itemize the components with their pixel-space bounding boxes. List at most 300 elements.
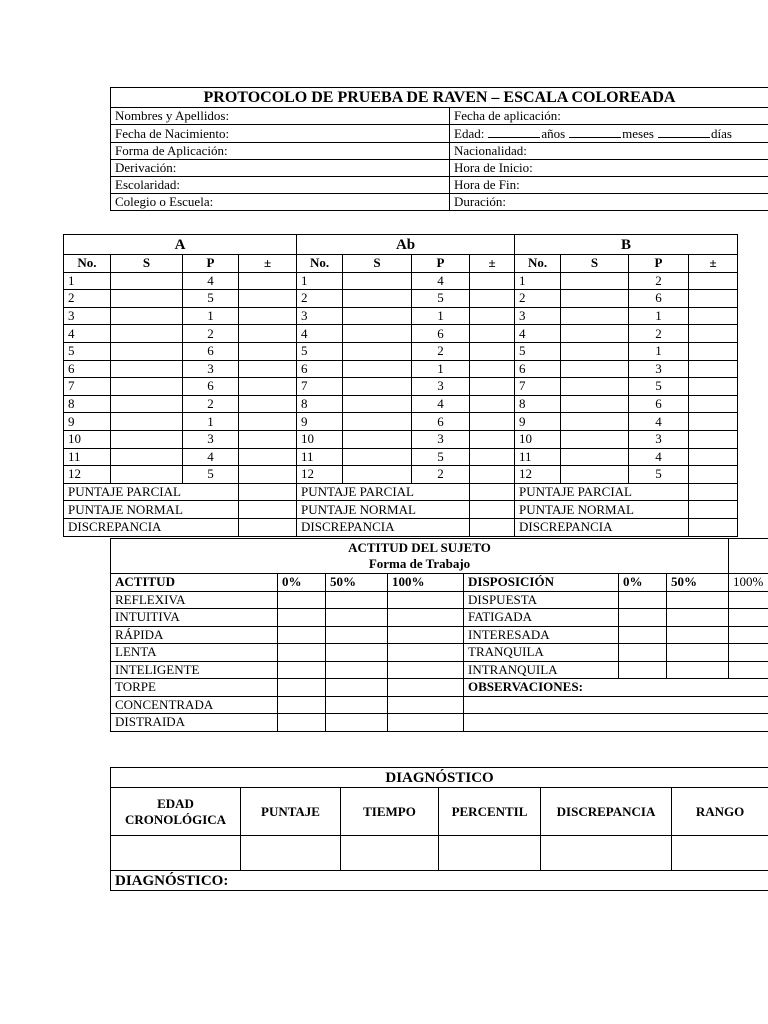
item-number: 2	[64, 290, 111, 308]
mark-cell[interactable]	[470, 466, 515, 484]
answer-cell[interactable]	[111, 307, 183, 325]
expected-answer: 4	[412, 272, 470, 290]
actitud-check-cell[interactable]	[388, 591, 464, 609]
expected-answer: 2	[412, 466, 470, 484]
diagnosis-column-header: RANGO	[672, 788, 768, 836]
answer-cell[interactable]	[343, 448, 412, 466]
percent-header: 100%	[388, 574, 464, 592]
expected-answer: 1	[412, 307, 470, 325]
answer-cell[interactable]	[343, 360, 412, 378]
info-field-label[interactable]: Forma de Aplicación:	[111, 143, 450, 160]
diagnosis-title-row	[111, 768, 768, 788]
expected-answer: 5	[183, 466, 239, 484]
answer-cell[interactable]	[561, 290, 629, 308]
mark-cell[interactable]	[470, 342, 515, 360]
item-number: 3	[64, 307, 111, 325]
column-header: ±	[689, 255, 738, 273]
diagnosis-column-header: TIEMPO	[341, 788, 439, 836]
info-field-label[interactable]: Colegio o Escuela:	[111, 194, 450, 211]
item-number: 4	[515, 325, 561, 343]
item-number: 11	[64, 448, 111, 466]
actitud-label: LENTA	[111, 644, 278, 662]
expected-answer: 2	[412, 342, 470, 360]
observaciones-line[interactable]	[464, 696, 768, 714]
diagnosis-table	[110, 767, 768, 891]
item-number: 10	[297, 430, 343, 448]
item-number: 8	[297, 395, 343, 413]
mark-cell[interactable]	[470, 307, 515, 325]
table-row	[64, 466, 738, 484]
info-field-label[interactable]: Nacionalidad:	[450, 143, 768, 160]
item-number: 5	[515, 342, 561, 360]
item-number: 12	[515, 466, 561, 484]
actitud-check-cell[interactable]	[388, 696, 464, 714]
summary-label: PUNTAJE PARCIAL	[64, 483, 239, 501]
column-header: P	[183, 255, 239, 273]
actitud-check-cell[interactable]	[326, 609, 388, 627]
summary-label: DISCREPANCIA	[297, 518, 470, 536]
observaciones-line[interactable]	[464, 714, 768, 732]
diagnosis-title: DIAGNÓSTICO	[111, 768, 768, 788]
actitud-check-cell[interactable]	[278, 696, 326, 714]
actitud-check-cell[interactable]	[278, 679, 326, 697]
expected-answer: 2	[629, 325, 689, 343]
answer-cell[interactable]	[111, 395, 183, 413]
actitud-check-cell[interactable]	[278, 661, 326, 679]
expected-answer: 1	[629, 342, 689, 360]
diagnosis-footer-label[interactable]: DIAGNÓSTICO:	[111, 871, 768, 891]
expected-answer: 3	[629, 430, 689, 448]
mark-cell[interactable]	[239, 360, 297, 378]
expected-answer: 6	[183, 378, 239, 396]
actitud-check-cell[interactable]	[278, 644, 326, 662]
expected-answer: 5	[412, 448, 470, 466]
expected-answer: 3	[412, 430, 470, 448]
summary-label: PUNTAJE NORMAL	[515, 501, 689, 519]
actitud-label: REFLEXIVA	[111, 591, 278, 609]
expected-answer: 1	[629, 307, 689, 325]
percent-header: 50%	[326, 574, 388, 592]
percent-header: 100%	[729, 574, 768, 592]
answer-cell[interactable]	[561, 413, 629, 431]
diagnosis-value-cell[interactable]	[541, 836, 672, 871]
diagnosis-column-header: DISCREPANCIA	[541, 788, 672, 836]
answer-cell[interactable]	[343, 342, 412, 360]
actitud-check-cell[interactable]	[278, 609, 326, 627]
disposicion-check-cell[interactable]	[729, 644, 768, 662]
item-number: 2	[515, 290, 561, 308]
mark-cell[interactable]	[239, 325, 297, 343]
expected-answer: 5	[183, 290, 239, 308]
answer-cell[interactable]	[343, 307, 412, 325]
actitud-check-cell[interactable]	[326, 626, 388, 644]
actitud-check-cell[interactable]	[388, 714, 464, 732]
table-row	[64, 395, 738, 413]
answer-cell[interactable]	[111, 413, 183, 431]
item-number: 4	[64, 325, 111, 343]
expected-answer: 3	[412, 378, 470, 396]
attitude-title-cell	[111, 539, 729, 574]
info-row	[111, 143, 768, 160]
attitude-row	[111, 609, 768, 627]
table-row	[64, 290, 738, 308]
diagnosis-footer-row	[111, 871, 768, 891]
summary-value-cell[interactable]	[689, 518, 738, 536]
actitud-check-cell[interactable]	[278, 626, 326, 644]
mark-cell[interactable]	[470, 430, 515, 448]
info-row	[111, 177, 768, 194]
summary-value-cell[interactable]	[470, 483, 515, 501]
actitud-label: INTELIGENTE	[111, 661, 278, 679]
info-field-label[interactable]: Fecha de aplicación:	[450, 108, 768, 125]
disposicion-label: FATIGADA	[464, 609, 619, 627]
expected-answer: 4	[412, 395, 470, 413]
mark-cell[interactable]	[689, 378, 738, 396]
column-header: S	[343, 255, 412, 273]
actitud-label: RÁPIDA	[111, 626, 278, 644]
answer-cell[interactable]	[343, 395, 412, 413]
answer-cell[interactable]	[561, 342, 629, 360]
diagnosis-value-row	[111, 836, 768, 871]
mark-cell[interactable]	[470, 395, 515, 413]
summary-label: DISCREPANCIA	[515, 518, 689, 536]
mark-cell[interactable]	[239, 413, 297, 431]
table-row	[64, 272, 738, 290]
item-number: 4	[297, 325, 343, 343]
column-header-row	[64, 255, 738, 273]
disposicion-label: DISPUESTA	[464, 591, 619, 609]
expected-answer: 6	[412, 325, 470, 343]
observaciones-label: OBSERVACIONES:	[464, 679, 768, 697]
attitude-row	[111, 626, 768, 644]
summary-label: PUNTAJE NORMAL	[64, 501, 239, 519]
answer-cell[interactable]	[111, 448, 183, 466]
disposicion-check-cell[interactable]	[667, 644, 729, 662]
percent-header: 0%	[619, 574, 667, 592]
patient-info-table	[110, 87, 768, 211]
disposicion-check-cell[interactable]	[619, 591, 667, 609]
item-number: 9	[64, 413, 111, 431]
mark-cell[interactable]	[470, 378, 515, 396]
answer-cell[interactable]	[561, 448, 629, 466]
section-title-ab: Ab	[297, 235, 515, 255]
item-number: 11	[515, 448, 561, 466]
attitude-title-blank	[729, 539, 768, 574]
summary-value-cell[interactable]	[239, 483, 297, 501]
item-number: 11	[297, 448, 343, 466]
info-field-label[interactable]: Fecha de Nacimiento:	[111, 125, 450, 143]
summary-value-cell[interactable]	[470, 518, 515, 536]
disposicion-label: TRANQUILA	[464, 644, 619, 662]
expected-answer: 1	[412, 360, 470, 378]
item-number: 6	[297, 360, 343, 378]
diagnosis-value-cell[interactable]	[241, 836, 341, 871]
mark-cell[interactable]	[239, 307, 297, 325]
item-number: 9	[297, 413, 343, 431]
attitude-table	[110, 538, 768, 732]
mark-cell[interactable]	[689, 466, 738, 484]
answer-cell[interactable]	[111, 360, 183, 378]
info-row	[111, 125, 768, 143]
answer-cell[interactable]	[343, 290, 412, 308]
expected-answer: 6	[183, 342, 239, 360]
expected-answer: 3	[629, 360, 689, 378]
disposicion-check-cell[interactable]	[729, 661, 768, 679]
form-title: PROTOCOLO DE PRUEBA DE RAVEN – ESCALA COLOREADA	[111, 88, 768, 108]
attitude-title: ACTITUD DEL SUJETO	[348, 540, 491, 555]
info-field-label[interactable]: Duración:	[450, 194, 768, 211]
mark-cell[interactable]	[689, 307, 738, 325]
mark-cell[interactable]	[470, 413, 515, 431]
mark-cell[interactable]	[470, 360, 515, 378]
attitude-row	[111, 644, 768, 662]
edad-dias-label: días	[710, 126, 732, 141]
disposicion-header: DISPOSICIÓN	[464, 574, 619, 592]
mark-cell[interactable]	[470, 272, 515, 290]
item-number: 7	[297, 378, 343, 396]
item-number: 6	[515, 360, 561, 378]
table-row	[64, 360, 738, 378]
item-number: 3	[515, 307, 561, 325]
disposicion-check-cell[interactable]	[729, 591, 768, 609]
disposicion-label: INTRANQUILA	[464, 661, 619, 679]
edad-field[interactable]	[450, 125, 768, 143]
info-row	[111, 194, 768, 211]
answer-cell[interactable]	[111, 342, 183, 360]
section-header-row	[64, 235, 738, 255]
answer-cell[interactable]	[343, 430, 412, 448]
actitud-check-cell[interactable]	[278, 714, 326, 732]
item-number: 12	[297, 466, 343, 484]
disposicion-check-cell[interactable]	[619, 644, 667, 662]
info-field-label[interactable]: Nombres y Apellidos:	[111, 108, 450, 125]
summary-row	[64, 483, 738, 501]
actitud-check-cell[interactable]	[388, 644, 464, 662]
mark-cell[interactable]	[689, 272, 738, 290]
column-header: ±	[239, 255, 297, 273]
answer-cell[interactable]	[111, 430, 183, 448]
mark-cell[interactable]	[239, 395, 297, 413]
answer-cell[interactable]	[561, 325, 629, 343]
item-number: 7	[64, 378, 111, 396]
item-number: 12	[64, 466, 111, 484]
answer-cell[interactable]	[561, 360, 629, 378]
diagnosis-value-cell[interactable]	[672, 836, 768, 871]
actitud-check-cell[interactable]	[388, 661, 464, 679]
answer-cell[interactable]	[111, 290, 183, 308]
item-number: 6	[64, 360, 111, 378]
actitud-check-cell[interactable]	[326, 679, 388, 697]
answer-cell[interactable]	[343, 272, 412, 290]
summary-value-cell[interactable]	[470, 501, 515, 519]
actitud-check-cell[interactable]	[388, 609, 464, 627]
answer-cell[interactable]	[343, 378, 412, 396]
mark-cell[interactable]	[689, 413, 738, 431]
info-field-label[interactable]: Hora de Inicio:	[450, 160, 768, 177]
disposicion-check-cell[interactable]	[729, 609, 768, 627]
mark-cell[interactable]	[689, 448, 738, 466]
attitude-header-row	[111, 574, 768, 592]
actitud-check-cell[interactable]	[326, 644, 388, 662]
diagnosis-value-cell[interactable]	[439, 836, 541, 871]
column-header: ±	[470, 255, 515, 273]
mark-cell[interactable]	[470, 448, 515, 466]
edad-meses-label: meses	[622, 126, 654, 141]
mark-cell[interactable]	[239, 466, 297, 484]
answer-cell[interactable]	[561, 307, 629, 325]
disposicion-check-cell[interactable]	[729, 626, 768, 644]
mark-cell[interactable]	[239, 342, 297, 360]
expected-answer: 4	[183, 272, 239, 290]
table-row	[64, 413, 738, 431]
info-field-label[interactable]: Derivación:	[111, 160, 450, 177]
disposicion-check-cell[interactable]	[619, 609, 667, 627]
edad-anos-label: años	[541, 126, 566, 141]
mark-cell[interactable]	[470, 290, 515, 308]
attitude-subtitle: Forma de Trabajo	[368, 556, 471, 571]
answer-cell[interactable]	[561, 395, 629, 413]
answer-cell[interactable]	[561, 378, 629, 396]
item-number: 10	[515, 430, 561, 448]
edad-days-blank[interactable]	[658, 125, 710, 138]
percent-header: 0%	[278, 574, 326, 592]
actitud-check-cell[interactable]	[326, 714, 388, 732]
edad-months-blank[interactable]	[569, 125, 621, 138]
table-row	[64, 307, 738, 325]
item-number: 1	[515, 272, 561, 290]
expected-answer: 2	[183, 325, 239, 343]
column-header: No.	[515, 255, 561, 273]
expected-answer: 4	[183, 448, 239, 466]
summary-label: DISCREPANCIA	[64, 518, 239, 536]
diagnosis-column-header: PUNTAJE	[241, 788, 341, 836]
scores-table	[63, 234, 738, 537]
answer-cell[interactable]	[561, 466, 629, 484]
mark-cell[interactable]	[689, 290, 738, 308]
summary-value-cell[interactable]	[689, 483, 738, 501]
disposicion-check-cell[interactable]	[667, 626, 729, 644]
mark-cell[interactable]	[689, 342, 738, 360]
expected-answer: 4	[629, 413, 689, 431]
summary-value-cell[interactable]	[689, 501, 738, 519]
item-number: 10	[64, 430, 111, 448]
diagnosis-column-header: PERCENTIL	[439, 788, 541, 836]
mark-cell[interactable]	[689, 395, 738, 413]
expected-answer: 2	[629, 272, 689, 290]
diagnosis-column-header: EDAD CRONOLÓGICA	[111, 788, 241, 836]
table-row	[64, 325, 738, 343]
column-header: P	[412, 255, 470, 273]
column-header: No.	[297, 255, 343, 273]
mark-cell[interactable]	[689, 325, 738, 343]
item-number: 7	[515, 378, 561, 396]
actitud-check-cell[interactable]	[278, 591, 326, 609]
answer-cell[interactable]	[111, 272, 183, 290]
expected-answer: 4	[629, 448, 689, 466]
percent-header: 50%	[667, 574, 729, 592]
diagnosis-value-cell[interactable]	[111, 836, 241, 871]
info-field-label[interactable]: Escolaridad:	[111, 177, 450, 194]
expected-answer: 2	[183, 395, 239, 413]
column-header: S	[111, 255, 183, 273]
mark-cell[interactable]	[689, 430, 738, 448]
expected-answer: 5	[629, 378, 689, 396]
summary-value-cell[interactable]	[239, 501, 297, 519]
item-number: 3	[297, 307, 343, 325]
info-row	[111, 108, 768, 125]
mark-cell[interactable]	[239, 272, 297, 290]
mark-cell[interactable]	[470, 325, 515, 343]
mark-cell[interactable]	[689, 360, 738, 378]
expected-answer: 3	[183, 360, 239, 378]
expected-answer: 6	[629, 290, 689, 308]
summary-value-cell[interactable]	[239, 518, 297, 536]
mark-cell[interactable]	[239, 430, 297, 448]
disposicion-check-cell[interactable]	[619, 661, 667, 679]
actitud-label: TORPE	[111, 679, 278, 697]
disposicion-check-cell[interactable]	[667, 661, 729, 679]
expected-answer: 6	[412, 413, 470, 431]
expected-answer: 1	[183, 307, 239, 325]
table-row	[64, 378, 738, 396]
mark-cell[interactable]	[239, 290, 297, 308]
answer-cell[interactable]	[111, 466, 183, 484]
answer-cell[interactable]	[561, 430, 629, 448]
info-row	[111, 160, 768, 177]
attitude-row	[111, 661, 768, 679]
actitud-check-cell[interactable]	[326, 661, 388, 679]
answer-cell[interactable]	[343, 325, 412, 343]
column-header: S	[561, 255, 629, 273]
mark-cell[interactable]	[239, 378, 297, 396]
item-number: 8	[64, 395, 111, 413]
mark-cell[interactable]	[239, 448, 297, 466]
actitud-check-cell[interactable]	[388, 679, 464, 697]
item-number: 1	[297, 272, 343, 290]
answer-cell[interactable]	[111, 325, 183, 343]
actitud-check-cell[interactable]	[326, 696, 388, 714]
attitude-title-row	[111, 539, 768, 574]
edad-years-blank[interactable]	[488, 125, 540, 138]
info-field-label[interactable]: Hora de Fin:	[450, 177, 768, 194]
expected-answer: 5	[412, 290, 470, 308]
disposicion-check-cell[interactable]	[667, 591, 729, 609]
item-number: 5	[64, 342, 111, 360]
summary-label: PUNTAJE PARCIAL	[515, 483, 689, 501]
actitud-check-cell[interactable]	[388, 626, 464, 644]
item-number: 2	[297, 290, 343, 308]
actitud-check-cell[interactable]	[326, 591, 388, 609]
expected-answer: 3	[183, 430, 239, 448]
summary-row	[64, 518, 738, 536]
expected-answer: 1	[183, 413, 239, 431]
attitude-row	[111, 679, 768, 697]
summary-row	[64, 501, 738, 519]
answer-cell[interactable]	[343, 413, 412, 431]
item-number: 9	[515, 413, 561, 431]
item-number: 1	[64, 272, 111, 290]
disposicion-check-cell[interactable]	[667, 609, 729, 627]
edad-label: Edad:	[454, 126, 485, 141]
answer-cell[interactable]	[343, 466, 412, 484]
answer-cell[interactable]	[111, 378, 183, 396]
table-row	[64, 430, 738, 448]
disposicion-check-cell[interactable]	[619, 626, 667, 644]
item-number: 5	[297, 342, 343, 360]
answer-cell[interactable]	[561, 272, 629, 290]
actitud-label: DISTRAIDA	[111, 714, 278, 732]
diagnosis-value-cell[interactable]	[341, 836, 439, 871]
